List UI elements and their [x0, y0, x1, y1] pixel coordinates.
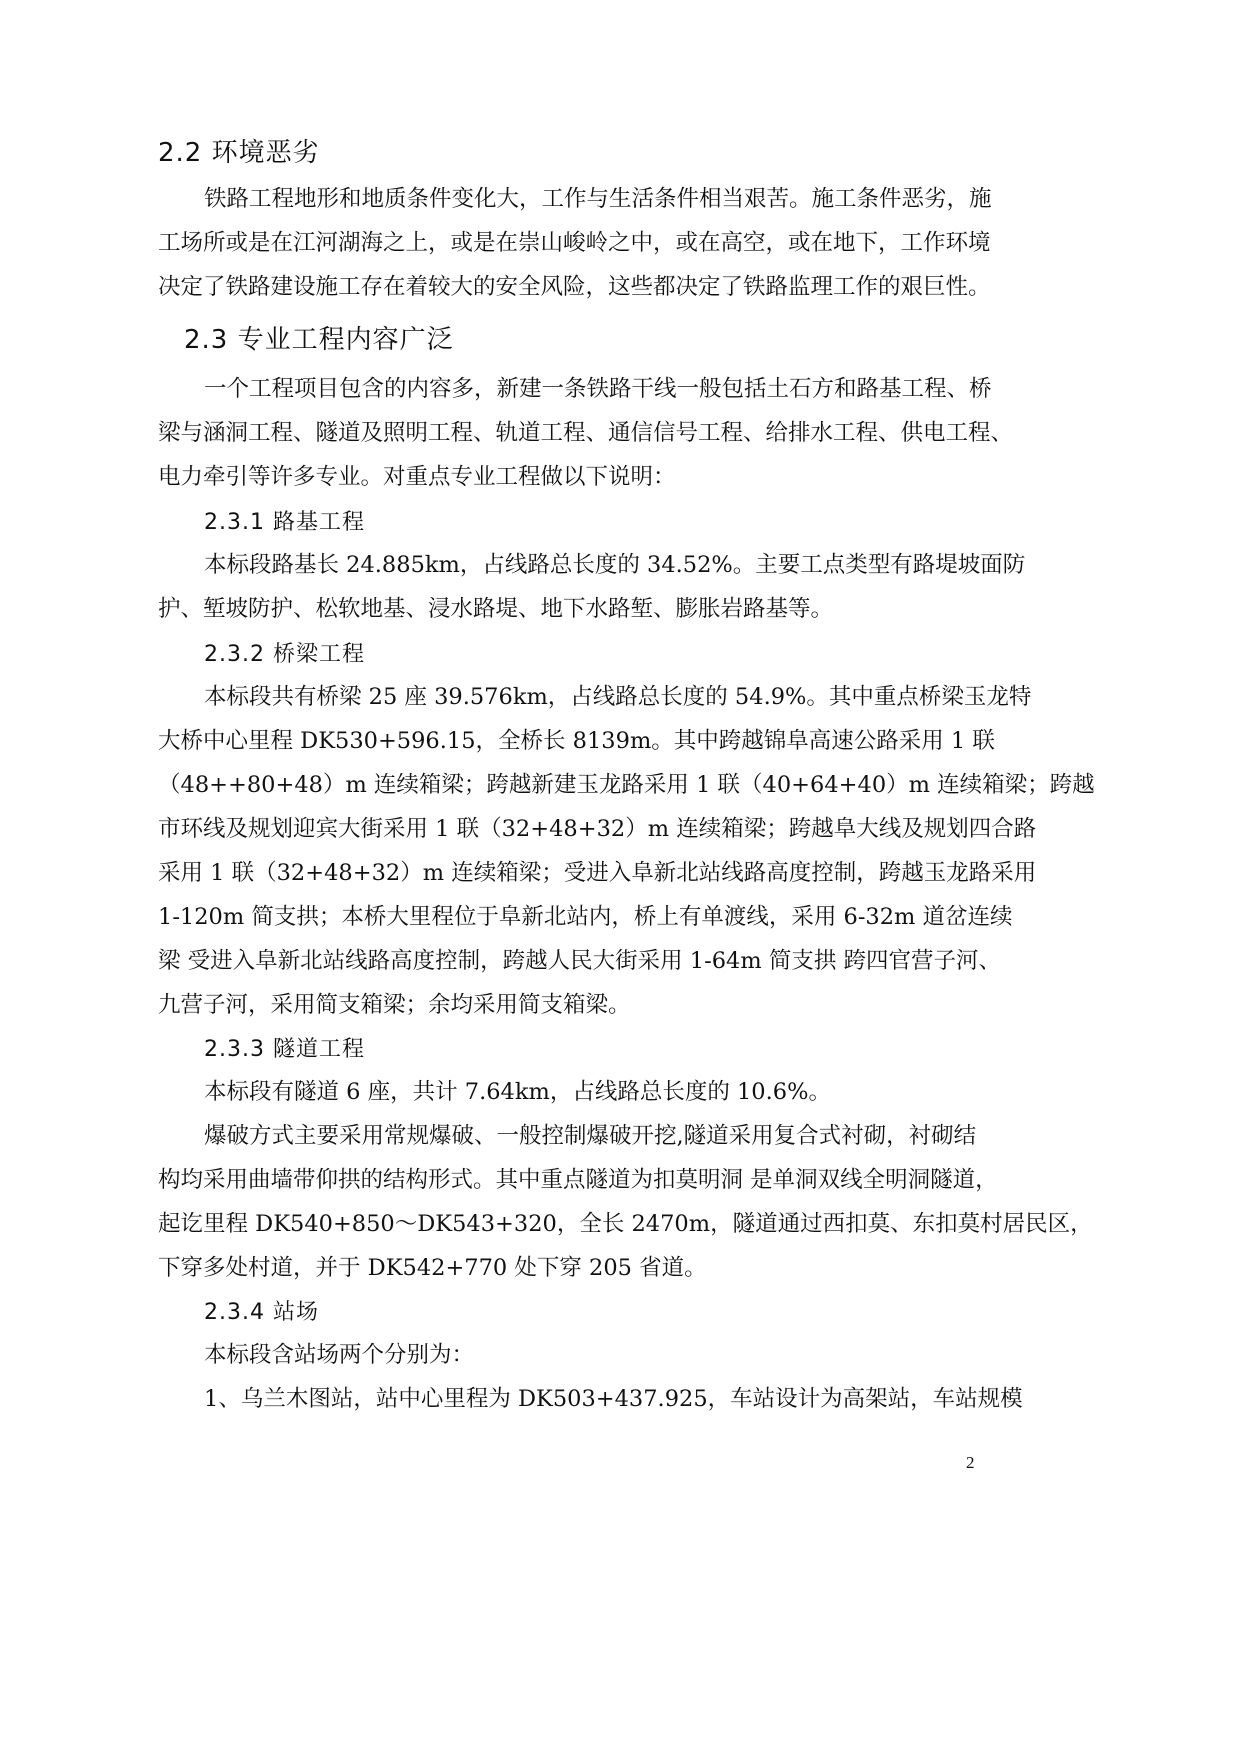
paragraph-line: 梁与涵洞工程、隧道及照明工程、轨道工程、通信信号工程、给排水工程、供电工程、 — [158, 420, 1014, 446]
paragraph-line: 本标段路基长 24.885km，占线路总长度的 34.52%。主要工点类型有路堤坡面防 — [204, 552, 1026, 578]
paragraph-line: 大桥中心里程 DK530+596.15，全桥长 8139m。其中跨越锦阜高速公路采用 1 联 — [158, 728, 995, 754]
subsection-heading-2-3-4: 2.3.4 站场 — [204, 1300, 319, 1325]
paragraph-line: 九营子河，采用简支箱梁；余均采用简支箱梁。 — [158, 992, 631, 1018]
paragraph-line: 起讫里程 DK540+850～DK543+320，全长 2470m，隧道通过西扣莫、东扣莫村居民区， — [158, 1211, 1093, 1237]
paragraph-line: 本标段含站场两个分别为： — [204, 1342, 475, 1368]
paragraph-line: （48++80+48）m 连续箱梁；跨越新建玉龙路采用 1 联（40+64+40）m 连续箱梁；跨越 — [158, 772, 1095, 798]
page-number: 2 — [966, 1453, 975, 1472]
paragraph-line: 下穿多处村道，并于 DK542+770 处下穿 205 省道。 — [158, 1255, 707, 1281]
paragraph-line: 梁 受进入阜新北站线路高度控制，跨越人民大街采用 1-64m 简支拱 跨四官营子河、 — [158, 948, 1001, 974]
paragraph-line: 护、堑坡防护、松软地基、浸水路堤、地下水路堑、膨胀岩路基等。 — [158, 596, 834, 622]
paragraph-line: 1、乌兰木图站，站中心里程为 DK503+437.925，车站设计为高架站，车站规模 — [204, 1386, 1023, 1412]
section-heading-2-3: 2.3 专业工程内容广泛 — [184, 325, 454, 355]
paragraph-line: 本标段有隧道 6 座，共计 7.64km，占线路总长度的 10.6%。 — [204, 1079, 831, 1105]
paragraph-line: 一个工程项目包含的内容多，新建一条铁路干线一般包括土石方和路基工程、桥 — [204, 376, 992, 402]
paragraph-line: 爆破方式主要采用常规爆破、一般控制爆破开挖,隧道采用复合式衬砌，衬砌结 — [204, 1123, 977, 1149]
paragraph-line: 铁路工程地形和地质条件变化大，工作与生活条件相当艰苦。施工条件恶劣，施 — [204, 186, 992, 212]
section-heading-2-2: 2.2 环境恶劣 — [158, 138, 320, 168]
subsection-heading-2-3-1: 2.3.1 路基工程 — [204, 510, 365, 535]
paragraph-line: 市环线及规划迎宾大街采用 1 联（32+48+32）m 连续箱梁；跨越阜大线及规划四合路 — [158, 816, 1037, 842]
paragraph-line: 工场所或是在江河湖海之上，或是在崇山峻岭之中，或在高空，或在地下，工作环境 — [158, 230, 991, 256]
paragraph-line: 构均采用曲墙带仰拱的结构形式。其中重点隧道为扣莫明洞 是单洞双线全明洞隧道， — [158, 1167, 998, 1193]
subsection-heading-2-3-2: 2.3.2 桥梁工程 — [204, 642, 365, 667]
paragraph-line: 采用 1 联（32+48+32）m 连续箱梁；受进入阜新北站线路高度控制，跨越玉龙路采用 — [158, 860, 1037, 886]
paragraph-line: 本标段共有桥梁 25 座 39.576km，占线路总长度的 54.9%。其中重点桥梁玉龙特 — [204, 684, 1032, 710]
paragraph-line: 1-120m 简支拱；本桥大里程位于阜新北站内，桥上有单渡线，采用 6-32m 道岔连续 — [158, 904, 1013, 930]
paragraph-line: 电力牵引等许多专业。对重点专业工程做以下说明： — [158, 464, 676, 490]
subsection-heading-2-3-3: 2.3.3 隧道工程 — [204, 1037, 365, 1062]
paragraph-line: 决定了铁路建设施工存在着较大的安全风险，这些都决定了铁路监理工作的艰巨性。 — [158, 274, 991, 300]
